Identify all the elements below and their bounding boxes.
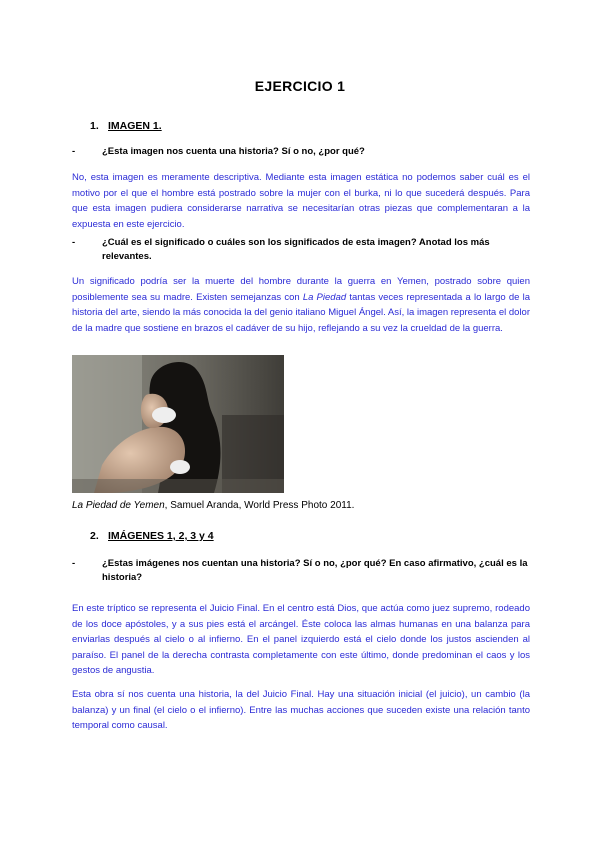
artwork-title: La Piedad (302, 291, 347, 303)
answer-1 (72, 170, 530, 232)
question-text: ¿Esta imagen nos cuenta una historia? Sí o no, ¿por qué? (102, 146, 365, 157)
answer-text: En este tríptico se representa el Juicio Final. En el centro está Dios, que actúa como juez supremo, rodeado de los doce apóstoles, y a sus pies está el arcángel. Éste coloca las almas humanas en una balanza para enviarlas después al cielo o al infierno. En el panel izquierdo está el cielo donde los justos ascienden al paraíso. El panel de la derecha contrasta completamente con este último, donde predominan el caos y los gestos de angustia. (72, 603, 530, 676)
question-text: ¿Cuál es el significado o cuáles son los significados de esta imagen? Anotad los más relevantes. (102, 237, 490, 262)
piedad-yemen-photo (72, 355, 284, 493)
answer-text-part: Un significado podría ser la muerte del hombre durante la guerra en Yemen, postrado sobre quien posiblemente sea su madre. Existen semejanzas con (72, 276, 530, 303)
photo-caption (72, 500, 354, 511)
bullet-dash: - (72, 146, 76, 157)
section-label: IMÁGENES 1, 2, 3 y 4 (108, 530, 214, 542)
answer-text (72, 274, 530, 336)
answer-4 (72, 687, 530, 734)
page-title: EJERCICIO 1 (254, 78, 346, 94)
caption-title: La Piedad de Yemen (72, 500, 165, 511)
section-heading-1 (90, 120, 162, 132)
bullet-dash: - (72, 558, 76, 569)
answer-3 (72, 601, 530, 679)
caption-credit: , Samuel Aranda, World Press Photo 2011. (164, 500, 355, 511)
question-2 (72, 236, 530, 264)
answer-text: No, esta imagen es meramente descriptiva. Mediante esta imagen estática no podemos saber cuál es el motivo por el que el hombre está postrado sobre la mujer con el burka, ni lo que sucederá después. Para que esta imagen pudiera considerarse narrativa se necesitarían otras piezas que complementaran a la expuesta en este ejercicio. (72, 172, 530, 230)
answer-text: Esta obra sí nos cuenta una historia, la del Juicio Final. Hay una situación inicial (el juicio), un cambio (la balanza) y un final (el cielo o el infierno). Entre las muchas acciones que suceden existe una relación tanto temporal como causal. (72, 689, 530, 731)
answer-text-part: tantas veces representada a lo largo de la historia del arte, siendo la más conocida la del genio italiano Miguel Ángel. Así, la imagen representa el dolor de la madre que sostiene en brazos el cadáver de su hijo, reflejando a su vez la crueldad de la guerra. (72, 291, 530, 334)
section-number: 2. (90, 530, 99, 542)
question-3 (72, 557, 530, 585)
section-label: IMAGEN 1. (108, 120, 162, 132)
answer-2 (72, 274, 530, 336)
section-number: 1. (90, 120, 99, 132)
photo-illustration (72, 355, 284, 493)
section-heading-2 (90, 530, 214, 542)
question-1 (72, 145, 530, 159)
bullet-dash: - (72, 237, 76, 248)
question-text: ¿Estas imágenes nos cuentan una historia? Sí o no, ¿por qué? En caso afirmativo, ¿cuál es la historia? (102, 558, 528, 583)
